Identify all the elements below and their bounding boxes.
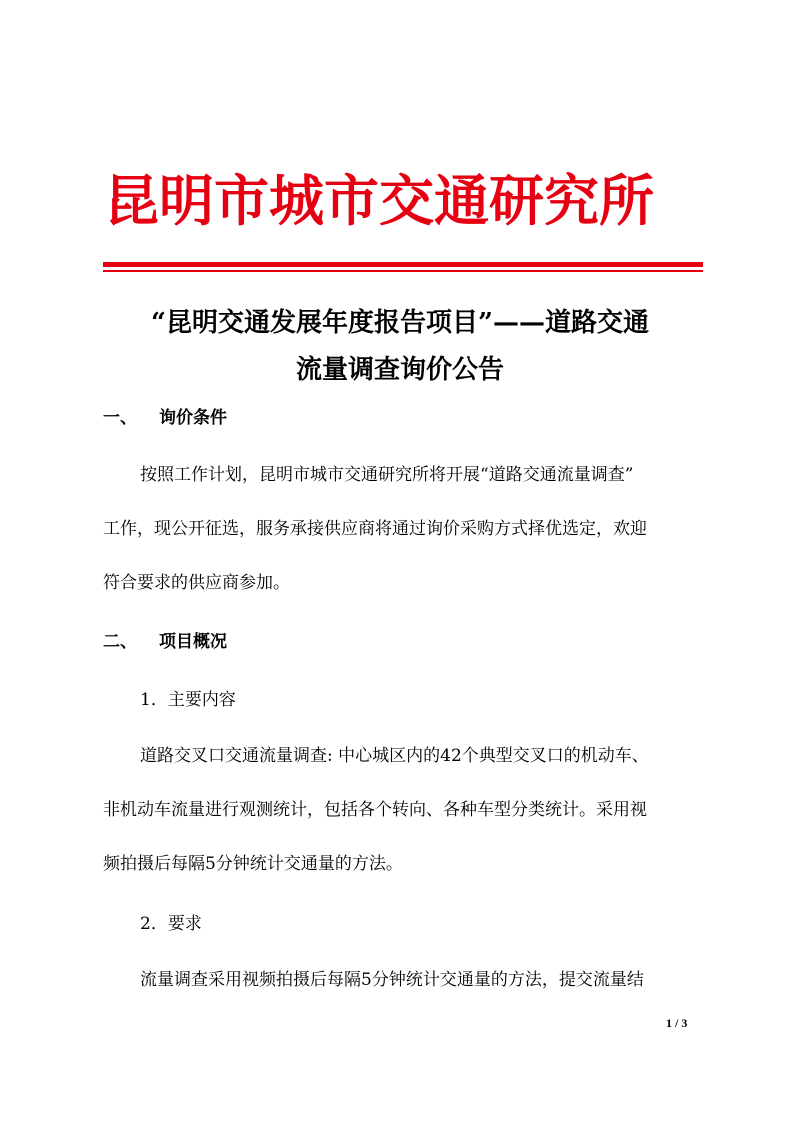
document-title-line-1: “昆明交通发展年度报告项目”——道路交通 bbox=[151, 308, 649, 338]
section-1-heading bbox=[103, 406, 227, 430]
subsection-1-paragraph bbox=[103, 744, 693, 876]
page-number: 1 / 3 bbox=[666, 1016, 688, 1030]
organization-name: 昆明市城市交通研究所 bbox=[104, 168, 655, 233]
header-rule-thin bbox=[103, 270, 703, 272]
document-title bbox=[100, 300, 700, 394]
subsection-2-paragraph bbox=[103, 968, 693, 992]
paragraph-line: 符合要求的供应商参加。 bbox=[103, 573, 290, 593]
paragraph-line: 流量调查采用视频拍摄后每隔5分钟统计交通量的方法，提交流量结 bbox=[140, 970, 644, 990]
paragraph-line: 按照工作计划，昆明市城市交通研究所将开展“道路交通流量调查” bbox=[140, 465, 634, 485]
header-rule-thick bbox=[103, 262, 703, 267]
subsection-1-heading: 1．主要内容 bbox=[140, 690, 236, 710]
section-1-number: 一、 bbox=[103, 408, 137, 428]
document-title-line-2: 流量调查询价公告 bbox=[295, 355, 504, 385]
subsection-2-heading: 2．要求 bbox=[140, 914, 202, 934]
paragraph-line: 频拍摄后每隔5分钟统计交通量的方法。 bbox=[103, 854, 403, 874]
section-2-title: 项目概况 bbox=[159, 632, 227, 652]
section-1-title: 询价条件 bbox=[159, 408, 227, 428]
section-2-heading bbox=[103, 630, 227, 654]
paragraph-line: 道路交叉口交通流量调查: 中心城区内的42个典型交叉口的机动车、 bbox=[140, 746, 649, 766]
paragraph-line: 非机动车流量进行观测统计，包括各个转向、各种车型分类统计。采用视 bbox=[103, 800, 647, 820]
section-1-paragraph bbox=[103, 463, 693, 595]
paragraph-line: 工作，现公开征选，服务承接供应商将通过询价采购方式择优选定，欢迎 bbox=[103, 519, 647, 539]
section-2-number: 二、 bbox=[103, 632, 137, 652]
